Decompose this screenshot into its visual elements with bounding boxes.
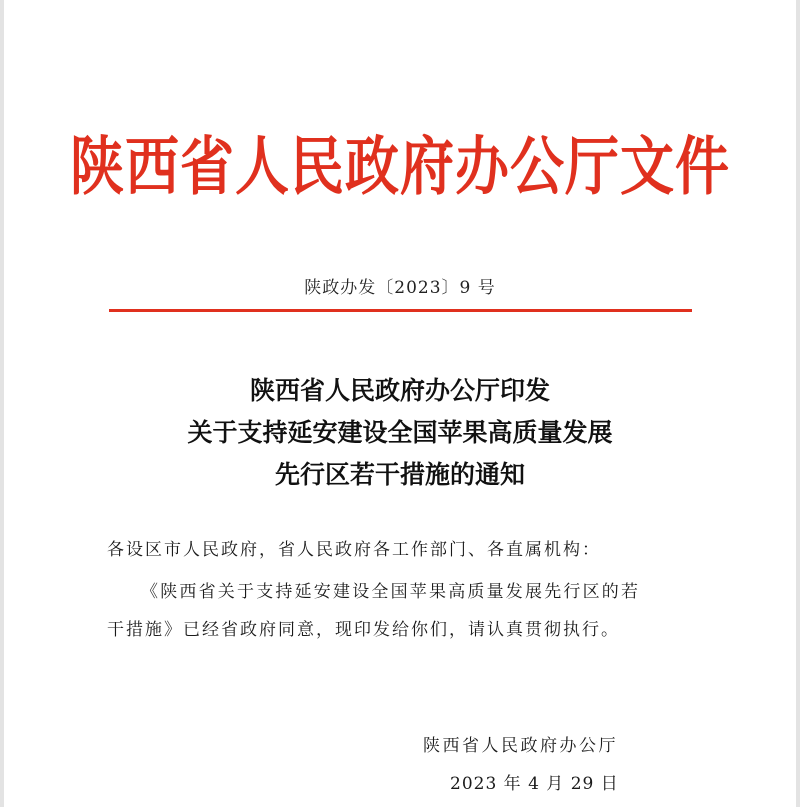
red-divider-line [109,309,692,312]
notice-title-line-1: 陕西省人民政府办公厅印发 [249,376,550,405]
body-paragraph-line-2: 干措施》已经省政府同意，现印发给你们，请认真贯彻执行。 [107,620,620,640]
document-header-title: 陕西省人民政府办公厅文件 [70,128,730,204]
notice-title-line-2: 关于支持延安建设全国苹果高质量发展 [187,418,613,447]
issue-date: 2023 年 4 月 29 日 [450,774,619,794]
notice-title [0,370,800,496]
document-number: 陕政办发〔2023〕9 号 [304,278,496,298]
body-paragraph-line-1: 《陕西省关于支持延安建设全国苹果高质量发展先行区的若 [141,582,641,602]
notice-title-line-3: 先行区若干措施的通知 [274,460,525,489]
issuing-office-signature: 陕西省人民政府办公厅 [423,736,618,756]
addressee-line: 各设区市人民政府，省人民政府各工作部门、各直属机构： [107,540,601,560]
